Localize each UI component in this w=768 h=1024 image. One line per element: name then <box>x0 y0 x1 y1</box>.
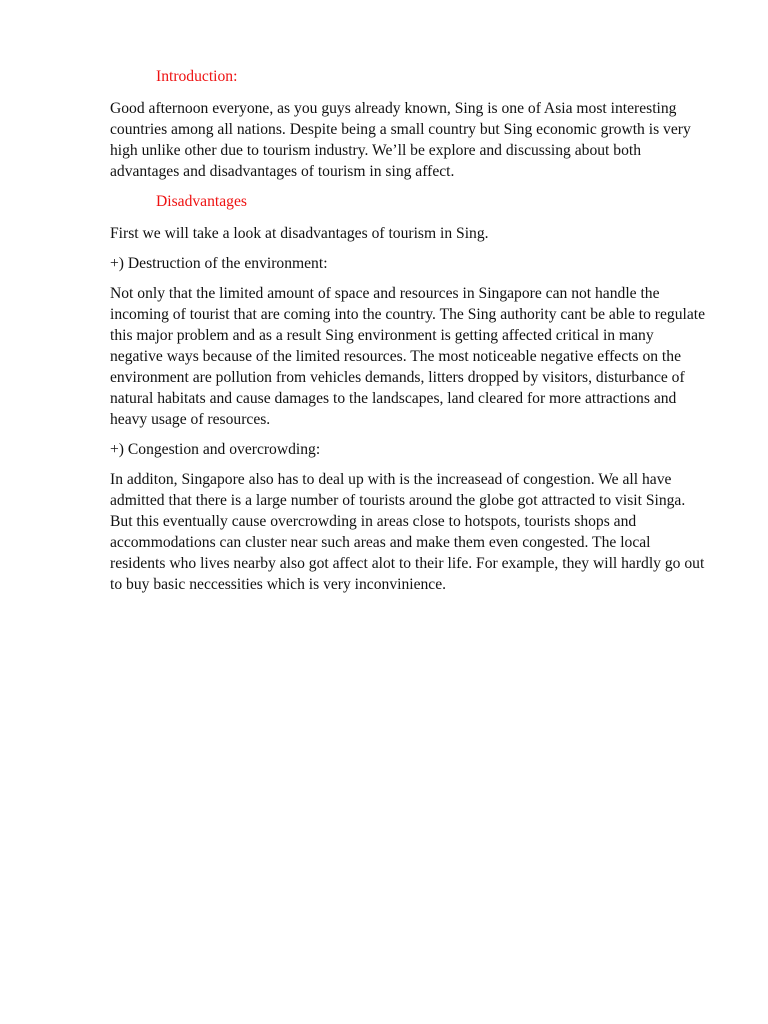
introduction-heading: Introduction: <box>156 68 238 85</box>
introduction-paragraph: Good afternoon everyone, as you guys already known, Sing is one of Asia most interesting countries among all nations. Despite being a small country but Sing economic growth is very high unlike other due to tourism industry. We’ll be explore and discussing about both advantages and disadvantages of tourism in sing affect. <box>110 100 691 180</box>
point-environment-paragraph: Not only that the limited amount of space and resources in Singapore can not handle the incoming of tourist that are coming into the country. The Sing authority cant be able to regulate this major problem and as a result Sing environment is getting affected critical in many negative ways because of the limited resources. The most noticeable negative effects on the environment are pollution from vehicles demands, litters dropped by visitors, disturbance of natural habitats and cause damages to the landscapes, land cleared for more attractions and heavy usage of resources. <box>110 285 706 428</box>
disadvantages-heading: Disadvantages <box>156 193 247 210</box>
point-congestion-title: +) Congestion and overcrowding: <box>110 441 321 458</box>
document-body <box>110 66 706 604</box>
point-environment-title: +) Destruction of the environment: <box>110 255 328 272</box>
point-congestion-paragraph: In additon, Singapore also has to deal up with is the increasead of congestion. We all have admitted that there is a large number of tourists around the globe got attracted to visit Singa. But this eventually cause overcrowding in areas close to hotspots, tourists shops and accommodations can cluster near such areas and make them even congested. The local residents who lives nearby also got affect alot to their life. For example, they will hardly go out to buy basic neccessities which is very inconvinience. <box>110 471 705 593</box>
disadvantages-lead: First we will take a look at disadvantages of tourism in Sing. <box>110 225 489 242</box>
